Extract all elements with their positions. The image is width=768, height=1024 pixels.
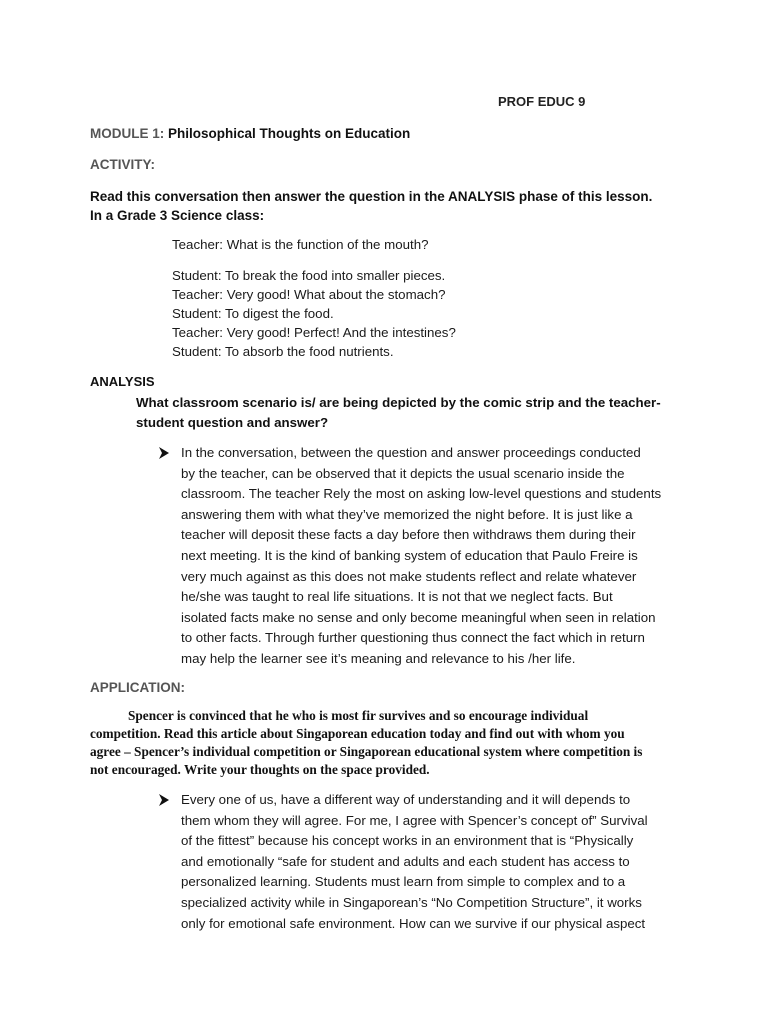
answer-line: very much against as this does not make students reflect and relate whatever — [181, 568, 637, 584]
answer-line: he/she was taught to real life situations. It is not that we neglect facts. But — [181, 589, 613, 605]
module-heading — [90, 126, 410, 141]
answer-line: and emotionally “safe for student and adults and each student has access to — [181, 853, 630, 869]
dialogue-opening — [172, 235, 428, 254]
analysis-label: ANALYSIS — [90, 374, 155, 389]
answer-line: next meeting. It is the kind of banking system of education that Paulo Freire is — [181, 547, 638, 563]
dialogue-line: Teacher: Very good! What about the stomach? — [172, 287, 446, 302]
instruction-line: Read this conversation then answer the question in the ANALYSIS phase of this lesson. — [90, 189, 653, 204]
prompt-line: Spencer is convinced that he who is most fir survives and so encourage individual — [128, 708, 589, 723]
answer-line: by the teacher, can be observed that it depicts the usual scenario inside the — [181, 465, 625, 481]
analysis-answer — [157, 443, 687, 670]
application-label: APPLICATION: — [90, 680, 185, 695]
application-prompt — [90, 707, 650, 779]
answer-line: only for emotional safe environment. How can we survive if our physical aspect — [181, 915, 646, 931]
prompt-line: agree – Spencer’s individual competition or Singaporean educational system where competition is — [90, 744, 643, 759]
answer-line: specialized activity while in Singaporean’s “No Competition Structure”, it works — [181, 894, 642, 910]
dialogue-line: Student: To digest the food. — [172, 306, 334, 321]
answer-line: answering them with what they’ve memorized the night before. It is just like a — [181, 506, 633, 522]
answer-line: isolated facts make no sense and only become meaningful when seen in relation — [181, 609, 656, 625]
answer-line: classroom. The teacher Rely the most on asking low-level questions and students — [181, 486, 662, 502]
application-answer — [157, 790, 687, 934]
activity-label: ACTIVITY: — [90, 157, 155, 172]
course-code: PROF EDUC 9 — [498, 94, 586, 109]
arrow-bullet-icon — [157, 790, 171, 810]
dialogue-line: Student: To absorb the food nutrients. — [172, 344, 394, 359]
dialogue-line: Student: To break the food into smaller pieces. — [172, 268, 446, 283]
prompt-line: not encouraged. Write your thoughts on the space provided. — [90, 762, 430, 777]
instruction-line: In a Grade 3 Science class: — [90, 208, 265, 223]
prompt-line: competition. Read this article about Singaporean education today and find out with whom you — [90, 726, 625, 741]
dialogue-line: Teacher: Very good! Perfect! And the intestines? — [172, 325, 456, 340]
dialogue-line: Teacher: What is the function of the mouth? — [172, 237, 429, 252]
question-line: What classroom scenario is/ are being depicted by the comic strip and the teacher- — [136, 395, 661, 410]
analysis-answer-text — [181, 443, 687, 670]
answer-line: to other facts. Through further questioning thus connect the fact which in return — [181, 630, 645, 646]
activity-instructions — [90, 187, 652, 225]
question-line: student question and answer? — [136, 415, 329, 430]
dialogue-continuation — [172, 266, 456, 361]
answer-line: teacher will deposit these facts a day before then withdraws them during their — [181, 527, 636, 543]
arrow-bullet-icon — [157, 443, 171, 463]
module-title: Philosophical Thoughts on Education — [168, 126, 411, 141]
answer-line: Every one of us, have a different way of understanding and it will depends to — [181, 792, 631, 807]
module-label: MODULE 1: — [90, 126, 165, 141]
answer-line: them whom they will agree. For me, I agree with Spencer’s concept of” Survival — [181, 812, 648, 828]
analysis-question — [136, 393, 676, 433]
answer-line: personalized learning. Students must learn from simple to complex and to a — [181, 874, 626, 890]
answer-line: of the fittest” because his concept works in an environment that is “Physically — [181, 833, 634, 849]
answer-line: may help the learner see it’s meaning and relevance to his /her life. — [181, 650, 576, 666]
answer-line: In the conversation, between the question and answer proceedings conducted — [181, 445, 641, 460]
application-answer-text — [181, 790, 687, 934]
